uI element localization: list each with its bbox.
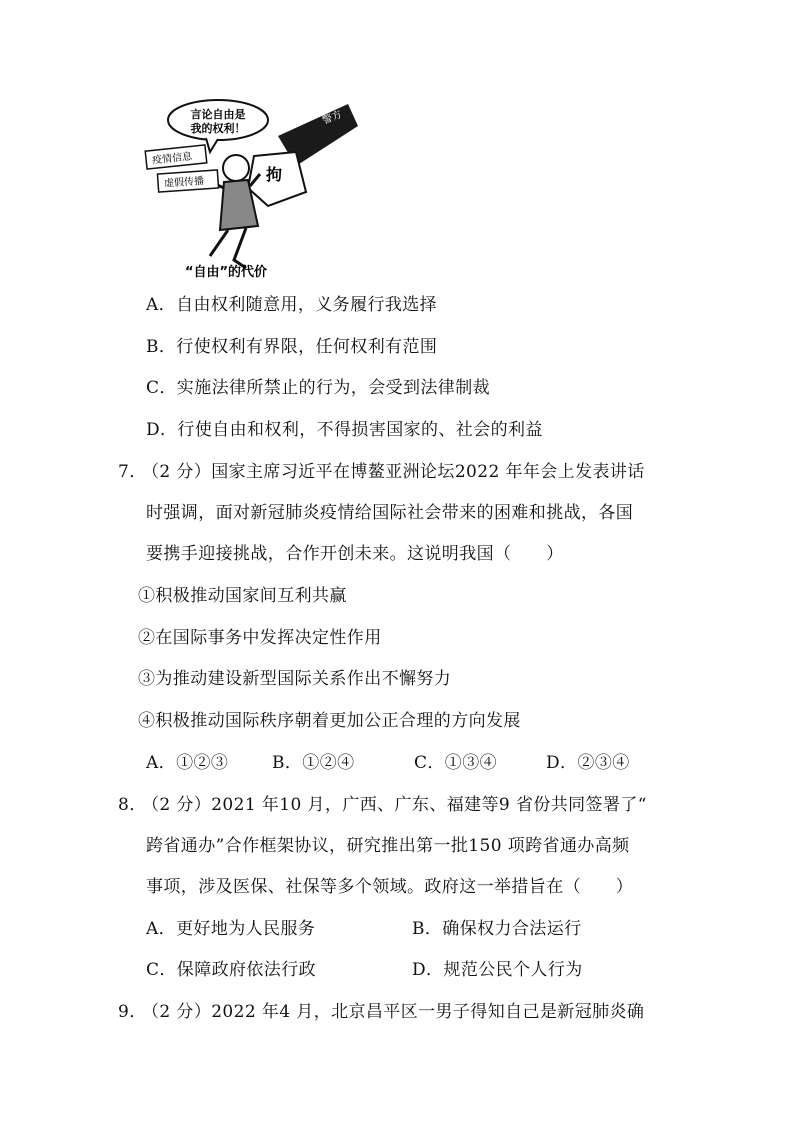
q7-option-b: B．①②④ [272, 753, 355, 773]
person-head [223, 155, 249, 181]
cartoon-illustration [136, 96, 360, 282]
arrest-label: 拘 [266, 165, 283, 184]
q7-option-a: A．①②③ [146, 753, 229, 773]
q8-option-d: D．规范公民个人行为 [412, 960, 583, 980]
q9-number: 9． [118, 1002, 147, 1022]
q7-number: 7． [118, 462, 147, 482]
q7-stem-line-1: （2 分）国家主席习近平在博鳌亚洲论坛2022 年年会上发表讲话 [142, 462, 645, 482]
q6-option-b: B．行使权利有界限，任何权利有范围 [146, 337, 438, 357]
police-label: 警方 [321, 109, 344, 127]
speech-line-1: 言论自由是 [190, 108, 246, 121]
q8-option-a: A．更好地为人民服务 [146, 919, 316, 939]
q7-stem-line-2: 时强调，面对新冠肺炎疫情给国际社会带来的困难和挑战，各国 [146, 503, 634, 523]
q9-stem-line-1: （2 分）2022 年4 月，北京昌平区一男子得知自己是新冠肺炎确 [142, 1002, 645, 1022]
q7-option-c: C．①③④ [414, 753, 498, 773]
q8-stem-line-2: 跨省通办”合作框架协议，研究推出第一批150 项跨省通办高频 [146, 836, 630, 856]
q8-option-b: B．确保权力合法运行 [412, 919, 582, 939]
q7-item-3: ③为推动建设新型国际关系作出不懈努力 [138, 669, 452, 689]
q6-option-c: C．实施法律所禁止的行为，会受到法律制裁 [146, 378, 491, 398]
sign-2-text: 虚假传播 [163, 175, 205, 190]
q8-stem-line-1: （2 分）2021 年10 月，广西、广东、福建等9 省份共同签署了“ [142, 795, 647, 815]
q7-item-4: ④积极推动国际秩序朝着更加公正合理的方向发展 [138, 711, 521, 731]
q7-item-2: ②在国际事务中发挥决定性作用 [138, 628, 382, 648]
q8-option-c: C．保障政府依法行政 [146, 960, 317, 980]
cartoon-caption: “自由”的代价 [184, 265, 268, 280]
q6-option-d: D．行使自由和权利，不得损害国家的、社会的利益 [146, 420, 543, 440]
q6-option-a: A．自由权利随意用，义务履行我选择 [146, 295, 438, 315]
q7-stem-line-3: 要携手迎接挑战，合作开创未来。这说明我国（ ） [146, 544, 564, 564]
q7-option-d: D．②③④ [546, 753, 630, 773]
sign-1-text: 疫情信息 [151, 151, 193, 167]
q8-number: 8． [118, 795, 147, 815]
q8-stem-line-3: 事项，涉及医保、社保等多个领域。政府这一举措旨在（ ） [146, 877, 634, 897]
q7-item-1: ①积极推动国家间互利共赢 [138, 586, 347, 606]
speech-line-2: 我的权利！ [190, 122, 246, 135]
